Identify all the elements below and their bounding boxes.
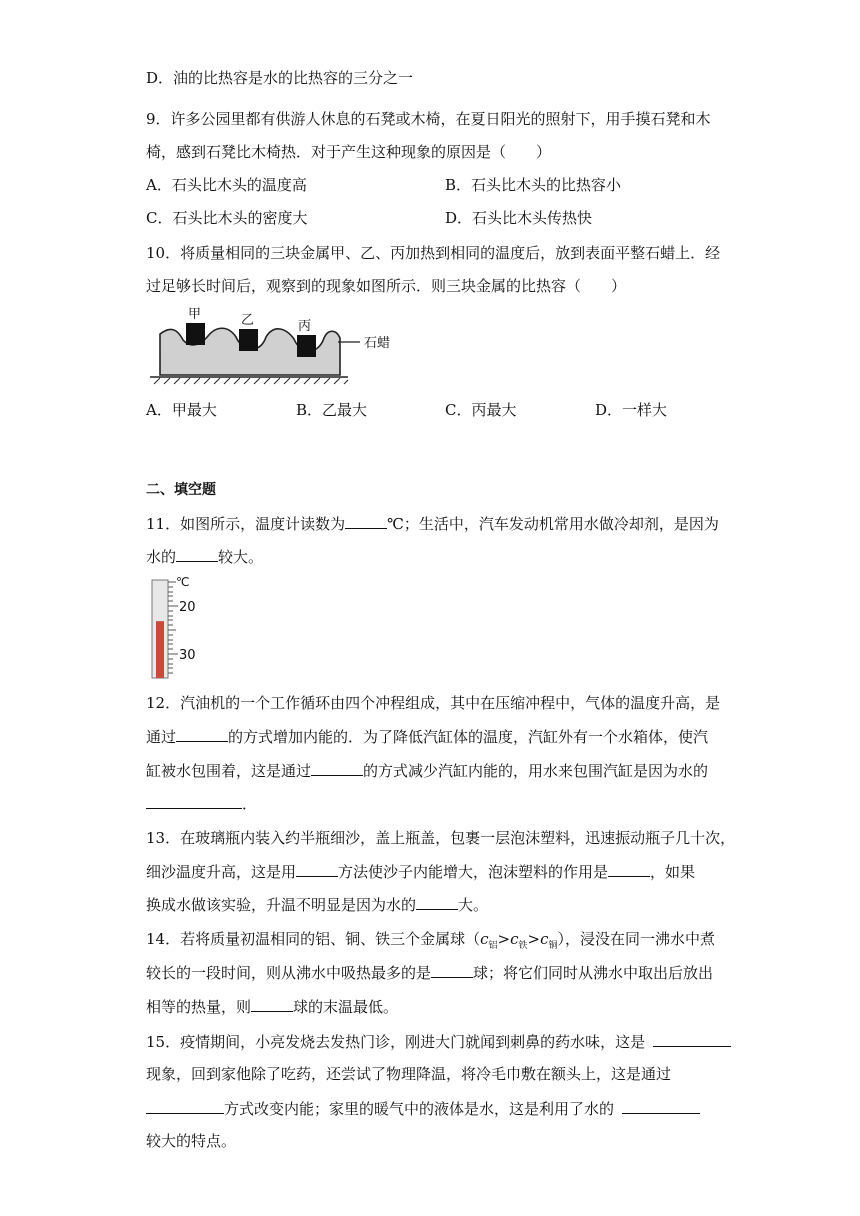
ground-base bbox=[150, 377, 348, 384]
q13-stem-line3: 换成水做该实验，升温不明显是因为水的 大。 bbox=[146, 896, 489, 914]
q15-blank-2[interactable] bbox=[146, 1098, 224, 1114]
q11-stem-line1: 11．如图所示，温度计读数为 ℃；生活中，汽车发动机常用水做冷却剂，是因为 bbox=[146, 515, 719, 533]
q10-option-d: D．一样大 bbox=[595, 401, 668, 419]
q13-stem-line2: 细沙温度升高，这是用 方法使沙子内能增大，泡沫塑料的作用是 ，如果 bbox=[146, 863, 696, 881]
q12-blank-3[interactable] bbox=[146, 793, 242, 809]
q15-blank-3[interactable] bbox=[622, 1098, 700, 1114]
thermometer-tick-20: 20 bbox=[179, 600, 196, 615]
thermometer-tick-30: 30 bbox=[179, 648, 196, 663]
q8-option-d: D．油的比热容是水的比热容的三分之一 bbox=[146, 69, 414, 87]
q9-option-c: C．石头比木头的密度大 bbox=[146, 209, 308, 227]
q11-blank-1[interactable] bbox=[345, 513, 387, 529]
q10-stem-line1: 10．将质量相同的三块金属甲、乙、丙加热到相同的温度后，放到表面平整石蜡上．经 bbox=[146, 244, 721, 262]
label-yi: 乙 bbox=[241, 313, 255, 328]
q9-option-b: B．石头比木头的比热容小 bbox=[445, 176, 622, 194]
label-jia: 甲 bbox=[188, 307, 202, 322]
metal-block-bing bbox=[297, 335, 316, 357]
q13-blank-1[interactable] bbox=[296, 861, 338, 877]
q15-stem-line3: 方式改变内能；家里的暖气中的液体是水，这是利用了水的 bbox=[146, 1098, 700, 1119]
q14-stem-line2: 较长的一段时间，则从沸水中吸热最多的是 球；将它们同时从沸水中取出后放出 bbox=[146, 964, 714, 982]
q15-blank-1[interactable] bbox=[653, 1031, 731, 1047]
q12-blank-1[interactable] bbox=[176, 726, 228, 742]
q12-blank-2[interactable] bbox=[311, 760, 363, 776]
metal-block-yi bbox=[239, 329, 258, 351]
q12-stem-line2: 通过 的方式增加内能的．为了降低汽缸体的温度，汽缸外有一个水箱体，使汽 bbox=[146, 728, 709, 746]
label-bing: 丙 bbox=[298, 319, 312, 334]
thermometer-figure bbox=[146, 574, 210, 680]
q14-blank-1[interactable] bbox=[431, 962, 473, 978]
paraffin-metal-blocks-figure bbox=[148, 302, 408, 386]
q10-option-b: B．乙最大 bbox=[296, 401, 368, 419]
q9-stem-line2: 椅，感到石凳比木椅热．对于产生这种现象的原因是（ ） bbox=[146, 143, 552, 161]
q15-stem-line1: 15．疫情期间，小亮发烧去发热门诊，刚进大门就闻到刺鼻的药水味，这是 bbox=[146, 1031, 731, 1052]
q9-option-d: D．石头比木头传热快 bbox=[445, 209, 593, 227]
metal-block-jia bbox=[186, 323, 205, 345]
q15-stem-line4: 较大的特点。 bbox=[146, 1132, 237, 1150]
q15-stem-line2: 现象，回到家他除了吃药，还尝试了物理降温，将冷毛巾敷在额头上，这是通过 bbox=[146, 1065, 672, 1083]
q10-option-c: C．丙最大 bbox=[445, 401, 517, 419]
q12-stem-line3: 缸被水包围着，这是通过 的方式减少汽缸内能的，用水来包围汽缸是因为水的 bbox=[146, 762, 709, 780]
q9-option-a: A．石头比木头的温度高 bbox=[146, 176, 307, 194]
q13-stem-line1: 13．在玻璃瓶内装入约半瓶细沙，盖上瓶盖，包裹一层泡沫塑料，迅速振动瓶子几十次， bbox=[146, 829, 736, 847]
label-wax: 石蜡 bbox=[364, 336, 391, 351]
q12-stem-line1: 12．汽油机的一个工作循环由四个冲程组成，其中在压缩冲程中，气体的温度升高，是 bbox=[146, 694, 721, 712]
section-title-fill-in: 二、填空题 bbox=[146, 482, 216, 498]
q13-blank-2[interactable] bbox=[608, 861, 650, 877]
q11-stem-line2: 水的 较大。 bbox=[146, 548, 264, 566]
q10-stem-line2: 过足够长时间后，观察到的现象如图所示．则三块金属的比热容（ ） bbox=[146, 277, 627, 295]
q13-blank-3[interactable] bbox=[416, 894, 458, 910]
q14-stem-line1: 14．若将质量初温相同的铝、铜、铁三个金属球$(c_铝>c_铁>c_铜)$，浸没在同一沸水中煮 bbox=[146, 930, 716, 951]
thermometer-liquid bbox=[156, 621, 164, 678]
q14-stem-line3: 相等的热量，则 球的末温最低。 bbox=[146, 998, 399, 1016]
q12-stem-line4: ． bbox=[146, 793, 257, 814]
q9-stem-line1: 9．许多公园里都有供游人休息的石凳或木椅，在夏日阳光的照射下，用手摸石凳和木 bbox=[146, 110, 711, 128]
q10-option-a: A．甲最大 bbox=[146, 401, 217, 419]
thermometer-unit: ℃ bbox=[176, 575, 190, 589]
thermometer-scale bbox=[168, 582, 178, 673]
q14-blank-2[interactable] bbox=[251, 996, 293, 1012]
q11-blank-2[interactable] bbox=[176, 546, 218, 562]
